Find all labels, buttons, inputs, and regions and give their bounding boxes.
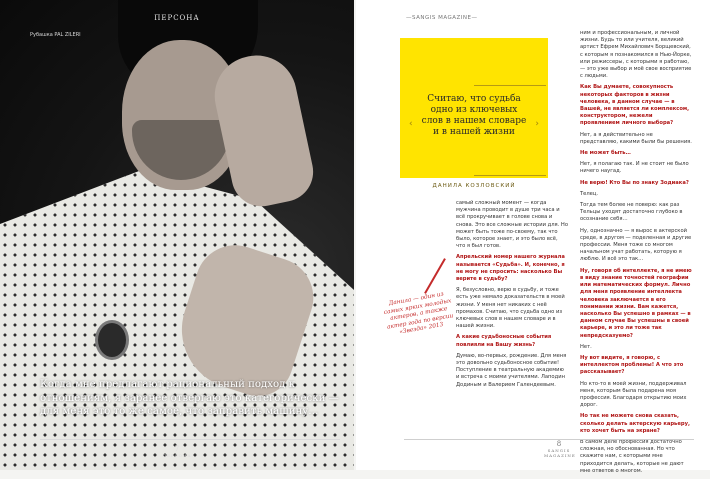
photo-credit: Рубашка PAL ZILERI — [30, 32, 81, 38]
paragraph: Нет, я полагаю так. И не стоит не было ничего наугад. — [580, 161, 689, 175]
paragraph: Ну, однозначно — я вырос в актерской среде, в другом — поделенная и другие профессии. Меня тоже со многом начальном учат работать, которую я люблю. И всё это так… — [580, 227, 692, 263]
right-page — [356, 0, 710, 474]
paragraph: Нет, а я действительно не представляю, какими были бы решения. — [580, 131, 692, 145]
divider — [474, 85, 546, 86]
paragraph: Я, безусловно, верю в судьбу, и тоже есть уже немало доказательств в моей жизни. У меня нет никаких с неё промахов. Считаю, что судьба одно из ключевых слов в нашем словаре и в нашей жизни. — [456, 287, 565, 330]
question: Как Вы думаете, совокупность некоторых факторов в жизни человека, в данном случае — в Вашей, не является ли комплексом, конструктором, нежели проявлением личного выбора? — [580, 84, 690, 127]
watch-icon — [95, 320, 129, 360]
page-number-label: ПЕРСОНА — [162, 453, 192, 458]
divider — [40, 439, 340, 440]
text-column-right — [580, 30, 692, 479]
chevron-left-icon: ‹ — [409, 119, 413, 129]
handwritten-note: Данила — один из самых ярких молодых актеров, а также актер года по версии «Звезда» 2013 — [383, 291, 454, 336]
page-number — [162, 445, 192, 458]
question: Апрельский номер нашего журнала называется «Судьба». И, конечно, я не могу не спросить: насколько Вы верите в судьбу? — [456, 254, 565, 283]
paragraph: В самом деле профессия достаточно сложная, но обоснованная. Но что скажите нам, с которыми мне приходится делать, которые не дают мне ответов о многом. — [580, 438, 684, 474]
paragraph: Но кто-то в моей жизни, поддерживал меня, которым была подарена моя профессия. Благодаря открытию моих дорог. — [580, 380, 687, 409]
paragraph: Думаю, во-первых, рождение. Для меня это довольно судьбоносное событие! Поступление в театральную академию и встреча с моими учителями. Лаподин Додиным и Валерием Галендеевым. — [456, 352, 567, 388]
question: Ну вот видите, я говорю, с интеллектом проблемы! А что это рассказывает? — [580, 354, 684, 376]
text-column-left — [456, 200, 568, 393]
question: Но так не можете снова сказать, сколько делать актерскую карьеру, кто хочет быть на экране? — [580, 413, 690, 434]
page-quote: Когда мне предлагают рациональный подход к отношениям, я заранее отвергаю это категорически — для меня это то же самое, что заправить машину… — [40, 379, 339, 417]
paragraph: Телец. — [580, 190, 599, 197]
annotation-line — [424, 258, 446, 294]
pull-quote-box — [400, 38, 548, 189]
question: А какие судьбоносные события повлияли на Вашу жизнь? — [456, 334, 552, 348]
paragraph: Тогда тем более не поверю: как раз Тельцы уходят достаточно глубоко в осознание себя… — [580, 202, 683, 223]
paragraph: Нет. — [580, 343, 592, 350]
page-number-label: SANGIS MAGAZINE — [544, 448, 576, 458]
page-number — [544, 440, 574, 458]
question: Не верю! Кто Вы по знаку Зодиака? — [580, 179, 689, 186]
page-number-value: 7 — [174, 445, 180, 453]
paragraph: ним и профессиональным, и личной жизни. Будь то или учителя, великий артист Ефрем Михайлович Борщевский, с которым я познакомился в Нью-Йорке, или режиссеры, с которыми я работаю, — это уже выбор и моё свое восприятие с людьми. — [580, 30, 692, 80]
divider — [474, 175, 546, 176]
section-header: ПЕРСОНА — [154, 14, 200, 22]
page-number-value: 8 — [556, 440, 562, 448]
magazine-header: —SANGIS MAGAZINE— — [406, 15, 478, 21]
pull-quote: Считаю, что судьба одно из ключевых слов в нашем словаре и в нашей жизни — [421, 94, 527, 137]
paragraph: самый сложный момент — когда мужчина проводит в душе три часа и всё прокручивает в голове снова и снова. Это все сложные истории для. Но может быть тоже по-своему, так что было, которое знает, и это было всё, что я был готов. — [456, 200, 569, 250]
question: Ну, говоря об интеллекте, я не имею в виду знание точностей географии или математических формул. Лично для меня проявление интеллекта человека заключается в его понимании жизни. Вам кажется, насколько Вы успешно в рамках — в данном случае Вы успешны в своей карьере, и это ли тоже так непредсказуемо? — [580, 267, 692, 339]
pull-quote-author: ДАНИЛА КОЗЛОВСКИЙ — [432, 183, 516, 189]
chevron-right-icon: › — [535, 119, 539, 129]
left-page — [0, 0, 354, 470]
question: Не может быть… — [580, 150, 631, 157]
